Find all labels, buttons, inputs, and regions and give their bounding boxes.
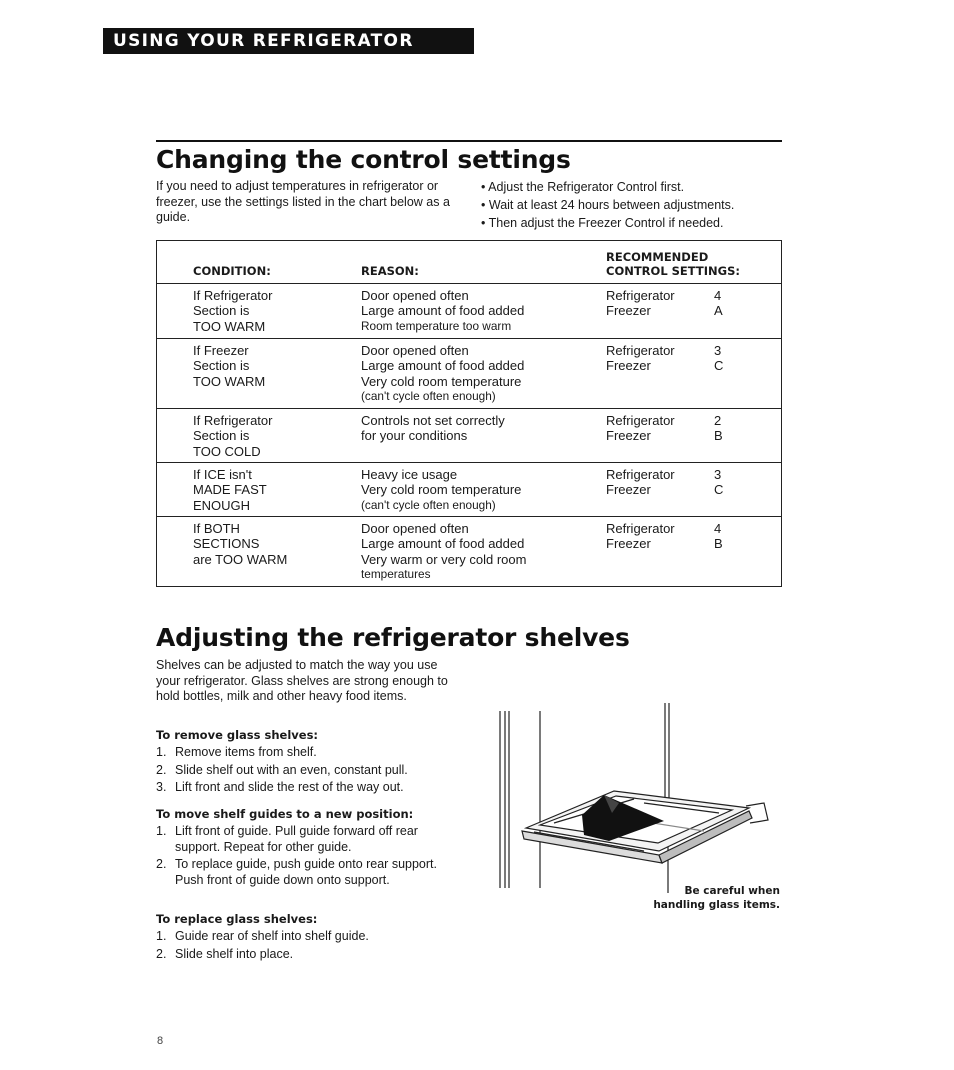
condition-cell [157,339,362,409]
refrigerator-label: Refrigerator [606,288,675,303]
setting-value-cell [714,409,782,463]
condition-line: If BOTH [193,521,240,536]
step-text: Slide shelf out with an even, constant pull. [175,762,408,777]
refrigerator-setting: 4 [714,288,722,303]
control-settings-title: Changing the control settings [156,145,571,174]
reason-line: Large amount of food added [361,303,525,319]
glass-caution-caption: Be careful when handling glass items. [653,885,780,911]
move-guides-steps [156,824,456,890]
reason-cell [361,409,606,463]
recommended-header [606,241,782,284]
condition-line: SECTIONS [193,536,260,552]
step-item: 1. Lift front of guide. Pull guide forward off rear support. Repeat for other guide. [156,824,418,854]
condition-line: TOO COLD [193,443,261,459]
reason-line: Large amount of food added [361,358,525,374]
reason-line: Very cold room temperature [361,373,522,389]
refrigerator-setting: 2 [714,413,722,428]
condition-line: Section is [193,428,250,444]
control-settings-table [156,240,782,587]
setting-label-cell [606,517,714,587]
condition-line: TOO WARM [193,318,266,334]
reason-cell [361,339,606,409]
condition-cell [157,409,362,463]
freezer-label: Freezer [606,303,651,319]
replace-shelves-heading: To replace glass shelves: [156,912,318,926]
condition-line: If Refrigerator [193,413,273,428]
reason-header: REASON: [361,241,606,284]
replace-shelves-steps [156,929,456,964]
step-item: 1. Guide rear of shelf into shelf guide. [156,929,369,943]
condition-line: MADE FAST [193,482,267,498]
condition-line: If Freezer [193,343,249,358]
reason-line: Room temperature too warm [361,318,512,333]
step-item: 2. Slide shelf into place. [156,946,294,961]
remove-shelves-heading: To remove glass shelves: [156,728,319,742]
reason-line: temperatures [361,566,431,581]
recommended-header-line1: RECOMMENDED [606,250,709,264]
setting-value-cell [714,284,782,339]
freezer-label: Freezer [606,482,651,498]
step-text: Guide rear of shelf into shelf guide. [175,929,369,943]
condition-cell [157,463,362,517]
reason-line: Door opened often [361,521,469,536]
section-divider [156,140,782,142]
bullet-item: • Adjust the Refrigerator Control first. [481,178,734,196]
freezer-setting: B [714,536,723,552]
condition-cell [157,517,362,587]
condition-line: TOO WARM [193,373,266,389]
shelves-intro: Shelves can be adjusted to match the way you use your refrigerator. Glass shelves are strong enough to hold bottles, milk and other heavy food items. [156,658,448,703]
reason-line: for your conditions [361,428,468,444]
freezer-setting: C [714,482,724,498]
table-header-row [157,241,782,284]
reason-line: Very cold room temperature [361,482,522,498]
table-row [157,463,782,517]
setting-label-cell [606,284,714,339]
refrigerator-label: Refrigerator [606,521,675,536]
condition-line: Section is [193,358,250,374]
table-row [157,409,782,463]
reason-line: Very warm or very cold room [361,551,527,567]
reason-cell [361,284,606,339]
table-row [157,284,782,339]
refrigerator-setting: 3 [714,343,722,358]
setting-value-cell [714,463,782,517]
step-item: 3. Lift front and slide the rest of the way out. [156,780,404,794]
reason-line: Large amount of food added [361,536,525,552]
reason-line: Heavy ice usage [361,467,458,482]
move-guides-heading: To move shelf guides to a new position: [156,807,414,821]
freezer-label: Freezer [606,428,651,444]
freezer-setting: B [714,428,723,444]
reason-cell [361,463,606,517]
condition-line: If ICE isn't [193,467,252,482]
freezer-setting: C [714,358,724,374]
step-item: 2. To replace guide, push guide onto rear support. Push front of guide down onto support. [156,857,437,887]
page-number: 8 [157,1035,164,1047]
control-settings-intro: If you need to adjust temperatures in refrigerator or freezer, use the settings listed in the chart below as a guide. [156,179,450,224]
step-text: Lift front of guide. Pull guide forward off rear support. Repeat for other guide. [175,824,418,854]
condition-line: If Refrigerator [193,288,273,303]
section-banner: USING YOUR REFRIGERATOR [103,28,474,54]
reason-line: Controls not set correctly [361,413,505,428]
step-item: 2. Slide shelf out with an even, constant pull. [156,762,408,777]
table-row [157,339,782,409]
bullet-item: • Then adjust the Freezer Control if needed. [481,214,734,232]
setting-label-cell [606,409,714,463]
freezer-label: Freezer [606,536,651,552]
refrigerator-label: Refrigerator [606,413,675,428]
glass-shelf-illustration [494,703,784,893]
recommended-header-line2: CONTROL SETTINGS: [606,264,740,278]
freezer-setting: A [714,303,723,319]
refrigerator-setting: 4 [714,521,722,536]
refrigerator-label: Refrigerator [606,343,675,358]
step-text: Slide shelf into place. [175,946,294,961]
refrigerator-label: Refrigerator [606,467,675,482]
step-item: 1. Remove items from shelf. [156,745,317,759]
refrigerator-setting: 3 [714,467,722,482]
condition-line: Section is [193,303,250,319]
reason-line: (can't cycle often enough) [361,388,496,403]
condition-line: are TOO WARM [193,551,288,567]
reason-line: Door opened often [361,343,469,358]
reason-line: (can't cycle often enough) [361,497,496,512]
step-text: Remove items from shelf. [175,745,317,759]
adjustment-bullets [481,178,734,232]
setting-value-cell [714,339,782,409]
table-row [157,517,782,587]
condition-cell [157,284,362,339]
step-text: Lift front and slide the rest of the way out. [175,780,404,794]
step-text: To replace guide, push guide onto rear support. Push front of guide down onto support. [175,857,437,887]
freezer-label: Freezer [606,358,651,374]
setting-label-cell [606,339,714,409]
reason-line: Door opened often [361,288,469,303]
condition-line: ENOUGH [193,497,251,513]
remove-shelves-steps [156,745,456,798]
setting-label-cell [606,463,714,517]
condition-header: CONDITION: [157,241,362,284]
setting-value-cell [714,517,782,587]
reason-cell [361,517,606,587]
shelves-title: Adjusting the refrigerator shelves [156,623,630,652]
bullet-item: • Wait at least 24 hours between adjustments. [481,196,734,214]
